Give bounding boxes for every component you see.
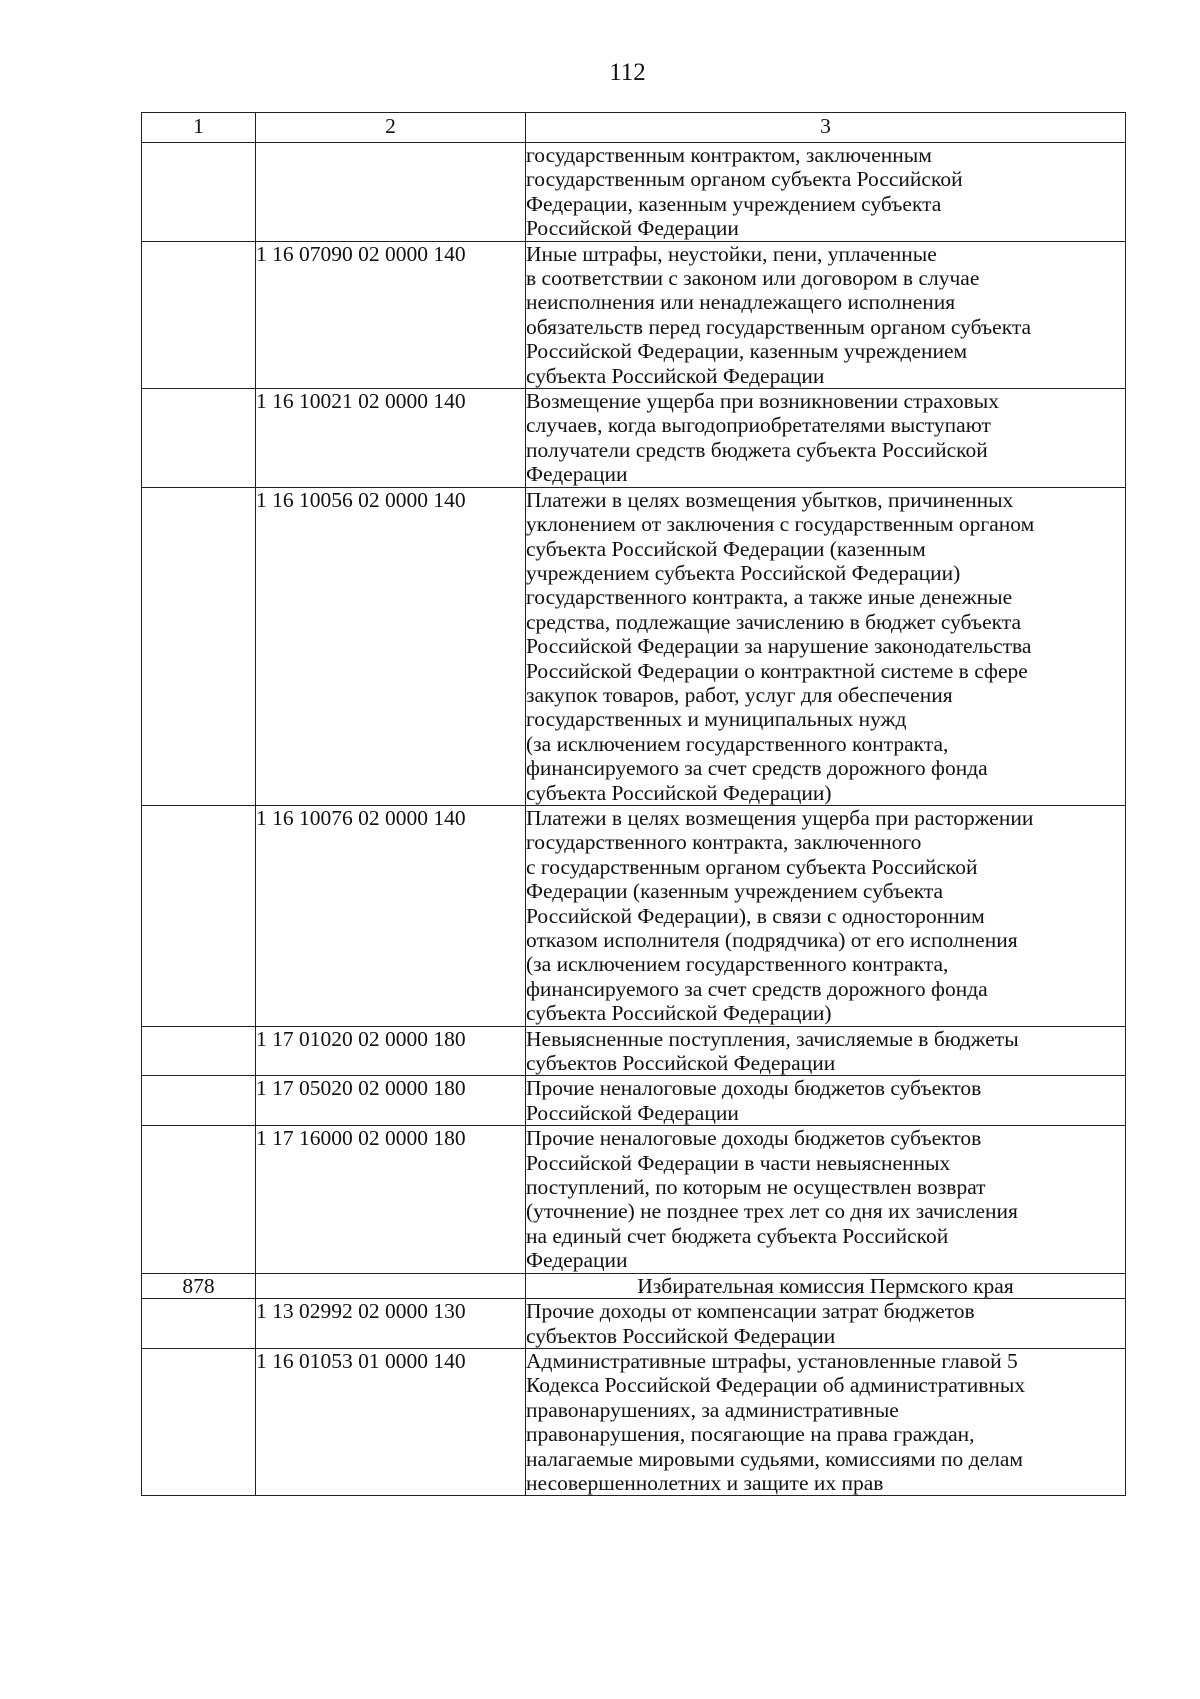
table-row — [142, 1076, 1126, 1126]
cell-chapter-code — [142, 1026, 256, 1076]
description-line: правонарушения, посягающие на права граждан, — [526, 1422, 975, 1447]
cell-chapter-code — [142, 1348, 256, 1495]
description-line: субъекта Российской Федерации) — [526, 780, 832, 805]
cell-revenue-description — [526, 1076, 1126, 1126]
description-line: Российской Федерации в части невыясненных — [526, 1150, 951, 1175]
cell-chapter-code: 878 — [142, 1273, 256, 1298]
description-line: Платежи в целях возмещения убытков, причиненных — [526, 487, 1014, 512]
description-line: поступлений, по которым не осуществлен возврат — [526, 1175, 986, 1200]
table-row — [142, 1126, 1126, 1273]
cell-revenue-code: 1 16 01053 01 0000 140 — [256, 1348, 526, 1495]
description-line: субъектов Российской Федерации — [526, 1323, 836, 1348]
cell-revenue-description — [526, 805, 1126, 1026]
cell-chapter-code — [142, 1126, 256, 1273]
table-row — [142, 1273, 1126, 1298]
cell-revenue-code: 1 16 07090 02 0000 140 — [256, 241, 526, 388]
cell-chapter-code — [142, 487, 256, 805]
description-line: неисполнения или ненадлежащего исполнения — [526, 290, 956, 315]
page-number: 112 — [609, 59, 646, 86]
cell-revenue-description — [526, 1348, 1126, 1495]
table-row — [142, 1026, 1126, 1076]
cell-revenue-description — [526, 487, 1126, 805]
cell-chapter-code — [142, 389, 256, 488]
description-line: государственным контрактом, заключенным — [526, 143, 932, 167]
description-line: Федерации (казенным учреждением субъекта — [526, 879, 944, 904]
cell-revenue-description — [526, 1126, 1126, 1273]
cell-revenue-code: 1 16 10076 02 0000 140 — [256, 805, 526, 1026]
description-line: субъекта Российской Федерации — [526, 363, 825, 388]
header-col-3: 3 — [526, 113, 1126, 143]
table-body — [142, 113, 1126, 1496]
description-line: Федерации — [526, 1248, 628, 1273]
cell-revenue-code: 1 17 16000 02 0000 180 — [256, 1126, 526, 1273]
description-line: Избирательная комиссия Пермского края — [637, 1273, 1014, 1298]
description-line: с государственным органом субъекта Российской — [526, 854, 978, 879]
cell-chapter-code — [142, 143, 256, 242]
cell-revenue-code: 1 17 01020 02 0000 180 — [256, 1026, 526, 1076]
description-line: финансируемого за счет средств дорожного фонда — [526, 976, 988, 1001]
description-line: Федерации — [526, 462, 628, 487]
description-line: обязательств перед государственным органом субъекта — [526, 314, 1032, 339]
cell-revenue-code — [256, 143, 526, 242]
description-line: Российской Федерации — [526, 216, 739, 241]
cell-revenue-description — [526, 1026, 1126, 1076]
table-row — [142, 805, 1126, 1026]
table-row — [142, 389, 1126, 488]
description-line: Иные штрафы, неустойки, пени, уплаченные — [526, 241, 937, 266]
description-line: Возмещение ущерба при возникновении страховых — [526, 389, 999, 414]
description-line: уклонением от заключения с государственным органом — [526, 512, 1035, 537]
cell-revenue-description — [526, 143, 1126, 242]
description-line: правонарушениях, за административные — [526, 1397, 899, 1422]
description-line: государственным органом субъекта Российской — [526, 167, 963, 192]
description-line: Кодекса Российской Федерации об административных — [526, 1373, 1026, 1398]
description-line: случаев, когда выгодоприобретателями выступают — [526, 413, 991, 438]
description-line: субъекта Российской Федерации) — [526, 1001, 832, 1026]
description-line: Российской Федерации, казенным учреждением — [526, 339, 968, 364]
cell-revenue-code: 1 16 10021 02 0000 140 — [256, 389, 526, 488]
cell-chapter-code — [142, 1076, 256, 1126]
description-line: учреждением субъекта Российской Федерации) — [526, 560, 961, 585]
cell-revenue-description — [526, 1299, 1126, 1349]
table-row — [142, 143, 1126, 242]
description-line: Платежи в целях возмещения ущерба при расторжении — [526, 805, 1034, 830]
description-line: получатели средств бюджета субъекта Российской — [526, 437, 988, 462]
header-col-2: 2 — [256, 113, 526, 143]
cell-chapter-code — [142, 241, 256, 388]
description-line: Прочие неналоговые доходы бюджетов субъектов — [526, 1076, 982, 1101]
description-line: (за исключением государственного контракта, — [526, 731, 949, 756]
description-line: субъекта Российской Федерации (казенным — [526, 536, 926, 561]
description-line: Прочие доходы от компенсации затрат бюджетов — [526, 1299, 975, 1324]
description-line: Российской Федерации — [526, 1100, 739, 1125]
revenue-codes-table — [141, 112, 1126, 1496]
description-line: отказом исполнителя (подрядчика) от его исполнения — [526, 928, 1018, 952]
cell-chapter-code — [142, 805, 256, 1026]
description-line: Федерации, казенным учреждением субъекта — [526, 191, 942, 216]
description-line: (за исключением государственного контракта, — [526, 952, 949, 977]
description-line: государственного контракта, а также иные денежные — [526, 585, 1013, 610]
description-line: Административные штрафы, установленные главой 5 — [526, 1348, 1018, 1373]
header-col-1: 1 — [142, 113, 256, 143]
table-row — [142, 487, 1126, 805]
description-line: несовершеннолетних и защите их прав — [526, 1470, 884, 1495]
description-line: Российской Федерации о контрактной системе в сфере — [526, 658, 1028, 683]
description-line: субъектов Российской Федерации — [526, 1051, 836, 1076]
description-line: в соответствии с законом или договором в случае — [526, 266, 980, 291]
cell-revenue-description — [526, 241, 1126, 388]
description-line: финансируемого за счет средств дорожного фонда — [526, 756, 988, 781]
cell-chapter-code — [142, 1299, 256, 1349]
description-line: (уточнение) не позднее трех лет со дня их зачисления — [526, 1199, 1018, 1224]
cell-revenue-code — [256, 1273, 526, 1298]
cell-revenue-code: 1 13 02992 02 0000 130 — [256, 1299, 526, 1349]
description-line: государственного контракта, заключенного — [526, 830, 922, 855]
description-line: на единый счет бюджета субъекта Российской — [526, 1223, 949, 1248]
cell-revenue-code: 1 16 10056 02 0000 140 — [256, 487, 526, 805]
table-row — [142, 241, 1126, 388]
table-row — [142, 1348, 1126, 1495]
description-line: государственных и муниципальных нужд — [526, 707, 907, 732]
cell-revenue-description — [526, 389, 1126, 488]
table-header-row — [142, 113, 1126, 143]
description-line: средства, подлежащие зачислению в бюджет субъекта — [526, 609, 1021, 634]
description-line: закупок товаров, работ, услуг для обеспечения — [526, 682, 953, 707]
description-line: Прочие неналоговые доходы бюджетов субъектов — [526, 1126, 982, 1151]
description-line: Невыясненные поступления, зачисляемые в бюджеты — [526, 1026, 1019, 1051]
description-line: Российской Федерации за нарушение законодательства — [526, 634, 1032, 659]
table-row — [142, 1299, 1126, 1349]
cell-revenue-code: 1 17 05020 02 0000 180 — [256, 1076, 526, 1126]
cell-revenue-description — [526, 1273, 1126, 1298]
description-line: Российской Федерации), в связи с односторонним — [526, 903, 985, 928]
description-line: налагаемые мировыми судьями, комиссиями по делам — [526, 1446, 1023, 1471]
